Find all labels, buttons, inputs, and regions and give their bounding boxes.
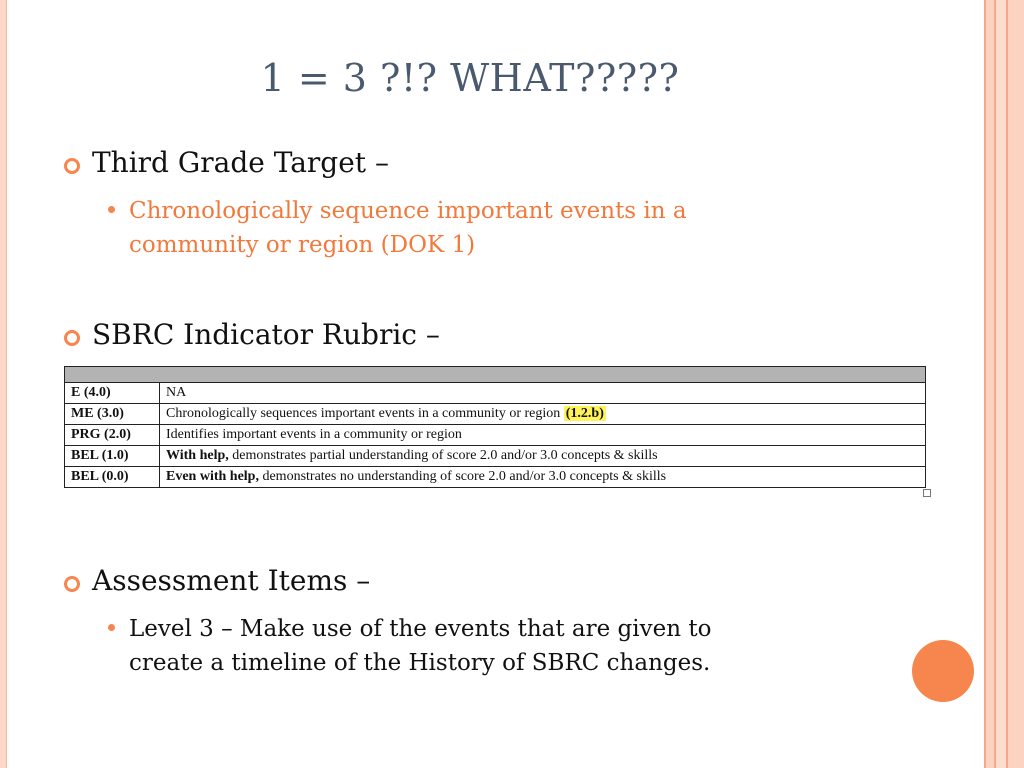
bullet-sbrc-rubric [64, 318, 440, 351]
sub-bullet-line: Level 3 – Make use of the events that are given to [129, 616, 712, 642]
rubric-level: BEL (0.0) [65, 467, 160, 488]
rubric-desc: demonstrates no understanding of score 2.0 and/or 3.0 concepts & skills [258, 469, 667, 484]
bullet-label: Third Grade Target – [92, 146, 389, 179]
rubric-level: ME (3.0) [65, 404, 160, 425]
rubric-table [65, 383, 925, 487]
rubric-table-image[interactable] [64, 366, 926, 488]
sub-bullet-assessment-text [108, 612, 711, 680]
rubric-level: BEL (1.0) [65, 446, 160, 467]
rubric-bold-lead: Even with help, [166, 469, 259, 484]
rubric-desc-cell [160, 446, 926, 467]
rubric-desc: demonstrates partial understanding of score 2.0 and/or 3.0 concepts & skills [228, 448, 658, 463]
resize-handle[interactable] [923, 489, 931, 497]
bullet-label: Assessment Items – [92, 564, 371, 597]
sub-bullet-line: create a timeline of the History of SBRC changes. [129, 650, 711, 676]
left-border-decoration [0, 0, 7, 768]
rubric-desc: NA [160, 383, 926, 404]
rubric-desc-cell [160, 404, 926, 425]
rubric-desc: Identifies important events in a community or region [160, 425, 926, 446]
slide-title: 1 = 3 ?!? WHAT????? [260, 56, 680, 100]
dot-bullet-icon [108, 624, 115, 631]
rubric-highlight-code: (1.2.b) [565, 406, 604, 421]
right-border-decoration [978, 0, 1024, 768]
bullet-assessment-items [64, 564, 370, 597]
dot-bullet-icon [108, 206, 115, 213]
sub-bullet-target-text [108, 194, 687, 262]
rubric-desc-cell [160, 467, 926, 488]
rubric-bold-lead: With help, [166, 448, 229, 463]
rubric-level: PRG (2.0) [65, 425, 160, 446]
sub-bullet-line: Chronologically sequence important events in a [129, 198, 687, 224]
bullet-label: SBRC Indicator Rubric – [92, 318, 440, 351]
bullet-third-grade-target [64, 146, 389, 179]
rubric-desc: Chronologically sequences important events in a community or region [166, 406, 564, 421]
table-row [65, 446, 925, 467]
table-row [65, 467, 925, 488]
table-row [65, 383, 925, 404]
ring-bullet-icon [64, 576, 80, 592]
rubric-header-bar [65, 367, 925, 383]
sub-bullet-line: community or region (DOK 1) [129, 232, 476, 258]
table-row [65, 425, 925, 446]
rubric-level: E (4.0) [65, 383, 160, 404]
ring-bullet-icon [64, 330, 80, 346]
table-row [65, 404, 925, 425]
ring-bullet-icon [64, 158, 80, 174]
decorative-circle [912, 640, 974, 702]
